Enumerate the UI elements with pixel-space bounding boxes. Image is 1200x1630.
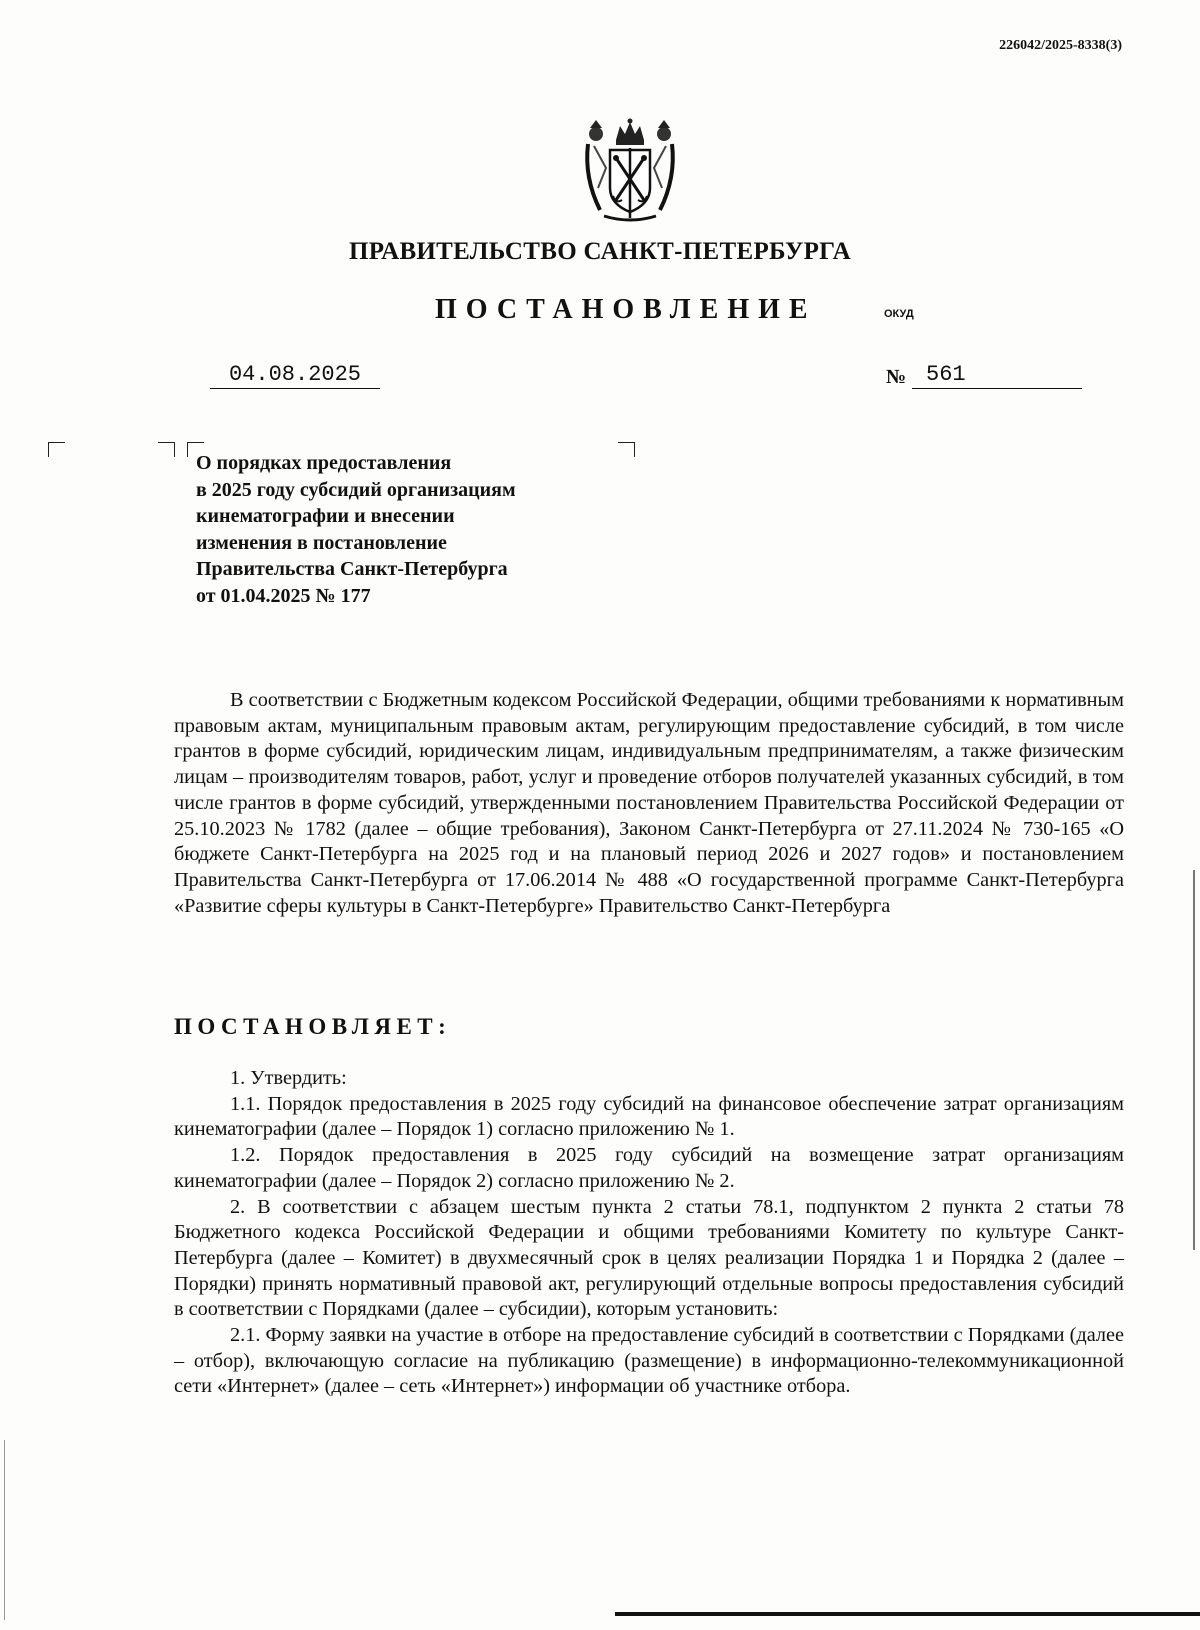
decree-number: 561 [912, 362, 1082, 389]
scan-left-edge-line [4, 1440, 5, 1620]
corner-mark-left [48, 442, 65, 457]
clauses-list [174, 1066, 1124, 1400]
decree-subject [196, 450, 516, 609]
number-sign: № [886, 366, 907, 388]
clause: 1.2. Порядок предоставления в 2025 году субсидий на возмещение затрат организациям кинематографии (далее – Порядок 2) согласно приложению № 2. [174, 1144, 1124, 1192]
clause: 1.1. Порядок предоставления в 2025 году субсидий на финансовое обеспечение затрат организациям кинематографии (далее – Порядок 1) согласно приложению № 1. [174, 1092, 1124, 1141]
scan-margin-line [1193, 870, 1195, 1250]
clause: 2. В соответствии с абзацем шестым пункта 2 статьи 78.1, подпунктом 2 пункта 2 статьи 78 Бюджетного кодекса Российской Федерации и общими требованиями Комитету по культуре Санкт-Петербурга (далее – Комитет) в двухмесячный срок в целях реализации Порядка 1 и Порядка 2 (далее – Порядки) принять нормативный правовой акт, регулирующий отдельные вопросы предоставления субсидий в соответствии с Порядками (далее – субсидии), которым установить: [174, 1195, 1124, 1321]
clause: 2.1. Форму заявки на участие в отборе на предоставление субсидий в соответствии с Порядками (далее – отбор), включающую согласие на публикацию (размещение) в информационно-телекоммуникационной сети «Интернет» (далее – сеть «Интернет») информации об участнике отбора. [174, 1324, 1124, 1398]
clause: 1. Утвердить: [230, 1067, 347, 1089]
subject-line: Правительства Санкт-Петербурга [196, 558, 508, 580]
government-name: ПРАВИТЕЛЬСТВО САНКТ-ПЕТЕРБУРГА [348, 238, 852, 265]
corner-mark-subject-end-1 [158, 442, 175, 457]
subject-line: от 01.04.2025 № 177 [196, 584, 371, 607]
subject-line: кинематографии и внесении [196, 505, 455, 527]
resolves-heading: ПОСТАНОВЛЯЕТ: [174, 1014, 452, 1039]
decree-date: 04.08.2025 [210, 362, 380, 389]
scan-bottom-edge-line [615, 1612, 1200, 1616]
subject-line: О порядках предоставления [196, 452, 452, 474]
document-registration-number: 226042/2025-8338(3) [999, 38, 1122, 53]
corner-mark-subject-end-2 [618, 442, 635, 457]
saint-petersburg-coat-of-arms-icon [580, 118, 680, 224]
preamble-paragraph: В соответствии с Бюджетным кодексом Российской Федерации, общими требованиями к нормативным правовым актам, муниципальным правовым актам, регулирующим предоставление субсидий, в том числе грантов в форме субсидий, юридическим лицам, индивидуальным предпринимателям, а также физическим лицам – производителям товаров, работ, услуг и проведение отборов получателей указанных субсидий, в том числе грантов в форме субсидий, утвержденными постановлением Правительства Российской Федерации от 25.10.2023 № 1782 (далее – общие требования), Законом Санкт-Петербурга от 27.11.2024 № 730-165 «О бюджете Санкт-Петербурга на 2025 год и на плановый период 2026 и 2027 годов» и постановлением Правительства Санкт-Петербурга от 17.06.2014 № 488 «О государственной программе Санкт-Петербурга «Развитие сферы культуры в Санкт-Петербурге» Правительство Санкт-Петербурга [174, 689, 1124, 917]
subject-line: в 2025 году субсидий организациям [196, 478, 516, 501]
decree-title: ПОСТАНОВЛЕНИЕ [435, 294, 817, 325]
okud-label: ОКУД [884, 308, 914, 320]
subject-line: изменения в постановление [196, 531, 447, 554]
